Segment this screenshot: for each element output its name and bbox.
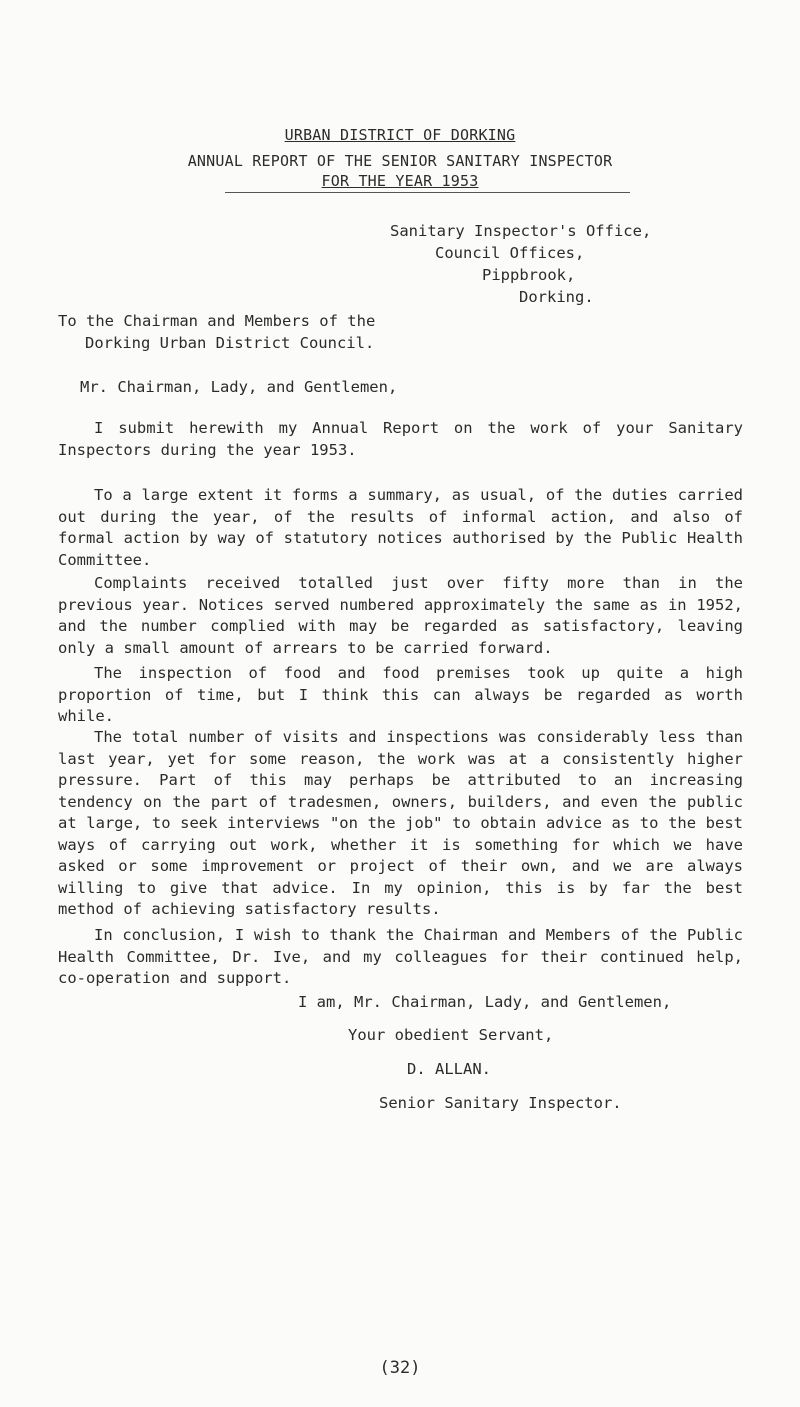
report-year-heading: FOR THE YEAR 1953 bbox=[321, 172, 479, 190]
closing-servant: Your obedient Servant, bbox=[348, 1026, 554, 1044]
address-line-office: Sanitary Inspector's Office, bbox=[390, 222, 652, 240]
paragraph-complaints: Complaints received totalled just over fifty more than in the previous year. Notices served numbered approximately the same as in 1952, and the number complied with may be regarded as satisfactory, leaving only a small amount of arrears to be carried forward. bbox=[58, 574, 743, 657]
closing-line: I am, Mr. Chairman, Lady, and Gentlemen, bbox=[298, 993, 672, 1011]
salutation: Mr. Chairman, Lady, and Gentlemen, bbox=[80, 378, 398, 396]
paragraph-visits: The total number of visits and inspections was considerably less than last year, yet for some reason, the work was at a consistently higher pressure. Part of this may perhaps be attributed to an increasing tendency on the part of tradesmen, owners, builders, and even the public at large, to seek interviews "on the job" to obtain advice as to the best ways of carrying out work, whether it is something for which we have asked or some improvement or project of their own, and we are always willing to give that advice. In my opinion, this is by far the best method of achieving satisfactory results. bbox=[58, 728, 743, 918]
heading-underline bbox=[225, 192, 630, 193]
council-name-heading: URBAN DISTRICT OF DORKING bbox=[284, 126, 516, 144]
signatory-name: D. ALLAN. bbox=[407, 1060, 491, 1078]
addressee-line-2: Dorking Urban District Council. bbox=[85, 334, 375, 352]
paragraph-food-inspection: The inspection of food and food premises took up quite a high proportion of time, but I think this can always be regarded as worth while. bbox=[58, 664, 743, 725]
sender-address bbox=[390, 220, 730, 308]
addressee-line-1: To the Chairman and Members of the bbox=[58, 312, 376, 330]
page-number: (32) bbox=[379, 1358, 421, 1378]
paragraph-summary: To a large extent it forms a summary, as usual, of the duties carried out during the year, of the results of informal action, and also of formal action by way of statutory notices authorised by the Public Health Committee. bbox=[58, 486, 743, 569]
addressee-block bbox=[58, 310, 375, 354]
address-line-council: Council Offices, bbox=[435, 244, 585, 262]
report-title-heading: ANNUAL REPORT OF THE SENIOR SANITARY INSPECTOR bbox=[187, 152, 613, 170]
signatory-title: Senior Sanitary Inspector. bbox=[379, 1094, 622, 1112]
paragraph-conclusion: In conclusion, I wish to thank the Chairman and Members of the Public Health Committee, Dr. Ive, and my colleagues for their continued help, co-operation and support. bbox=[58, 926, 743, 987]
address-line-pippbrook: Pippbrook, bbox=[482, 266, 576, 284]
address-line-town: Dorking. bbox=[519, 288, 594, 306]
paragraph-intro: I submit herewith my Annual Report on the work of your Sanitary Inspectors during the year 1953. bbox=[58, 419, 743, 459]
